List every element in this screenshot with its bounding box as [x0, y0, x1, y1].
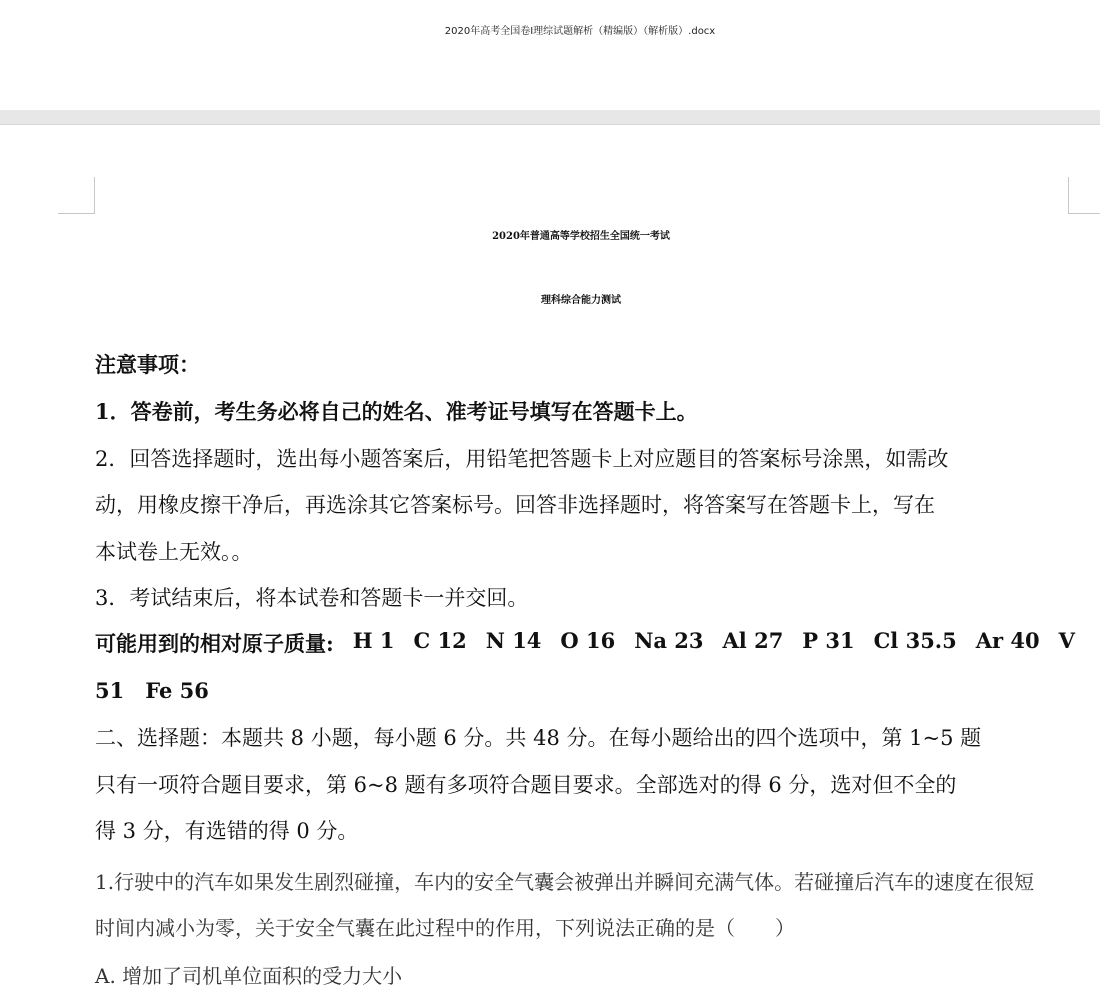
margin-corner-top-right	[1068, 177, 1100, 214]
section-instructions-line-2: 只有一项符合题目要求，第 6~8 题有多项符合题目要求。全部选对的得 6 分，选对但不全的	[95, 773, 957, 797]
margin-corner-top-left	[58, 177, 95, 214]
exam-title: 2020年普通高等学校招生全国统一考试	[492, 231, 670, 242]
atomic-masses-continued: 51 Fe 56	[95, 678, 209, 703]
document-filename: 2020年高考全国卷Ⅰ理综试题解析（精编版）（解析版）.docx	[444, 26, 716, 37]
exam-subtitle: 理科综合能力测试	[541, 295, 621, 306]
page-gutter	[0, 110, 1100, 125]
section-instructions-line-3: 得 3 分，有选错的得 0 分。	[95, 819, 359, 843]
question-1-option-a: A. 增加了司机单位面积的受力大小	[95, 964, 403, 988]
atomic-mass-item: V	[1058, 628, 1075, 653]
note-2-line-3: 本试卷上无效。。	[95, 540, 253, 564]
atomic-mass-item: Cl 35.5	[873, 628, 957, 653]
atomic-mass-item: O 16	[560, 628, 616, 653]
note-1: 1．答卷前，考生务必将自己的姓名、准考证号填写在答题卡上。	[95, 399, 698, 424]
atomic-mass-item: N 14	[485, 628, 542, 653]
atomic-mass-item: H 1	[352, 628, 395, 653]
atomic-mass-item: Ar 40	[975, 628, 1040, 653]
atomic-mass-item: C 12	[413, 628, 467, 653]
title-bar	[0, 0, 1100, 110]
note-2-line-2: 动，用橡皮擦干净后，再选涂其它答案标号。回答非选择题时，将答案写在答题卡上，写在	[95, 493, 935, 517]
section-instructions-line-1: 二、选择题：本题共 8 小题，每小题 6 分。共 48 分。在每小题给出的四个选项中，第 1~5 题	[95, 726, 982, 750]
atomic-mass-item: P 31	[802, 628, 855, 653]
question-1-line-1: 1.行驶中的汽车如果发生剧烈碰撞，车内的安全气囊会被弹出并瞬间充满气体。若碰撞后汽车的速度在很短	[95, 870, 1035, 894]
notes-heading: 注意事项：	[95, 352, 200, 377]
question-1-line-2: 时间内减小为零，关于安全气囊在此过程中的作用，下列说法正确的是（ ）	[95, 916, 795, 940]
note-2-line-1: 2．回答选择题时，选出每小题答案后，用铅笔把答题卡上对应题目的答案标号涂黑，如需改	[95, 447, 949, 471]
atomic-masses-row	[95, 628, 1075, 658]
atomic-mass-item: Na 23	[634, 628, 704, 653]
atomic-mass-item: Al 27	[722, 628, 784, 653]
atomic-masses-label: 可能用到的相对原子质量:	[95, 631, 334, 656]
note-3: 3．考试结束后，将本试卷和答题卡一并交回。	[95, 586, 529, 610]
document-page	[0, 125, 1100, 990]
